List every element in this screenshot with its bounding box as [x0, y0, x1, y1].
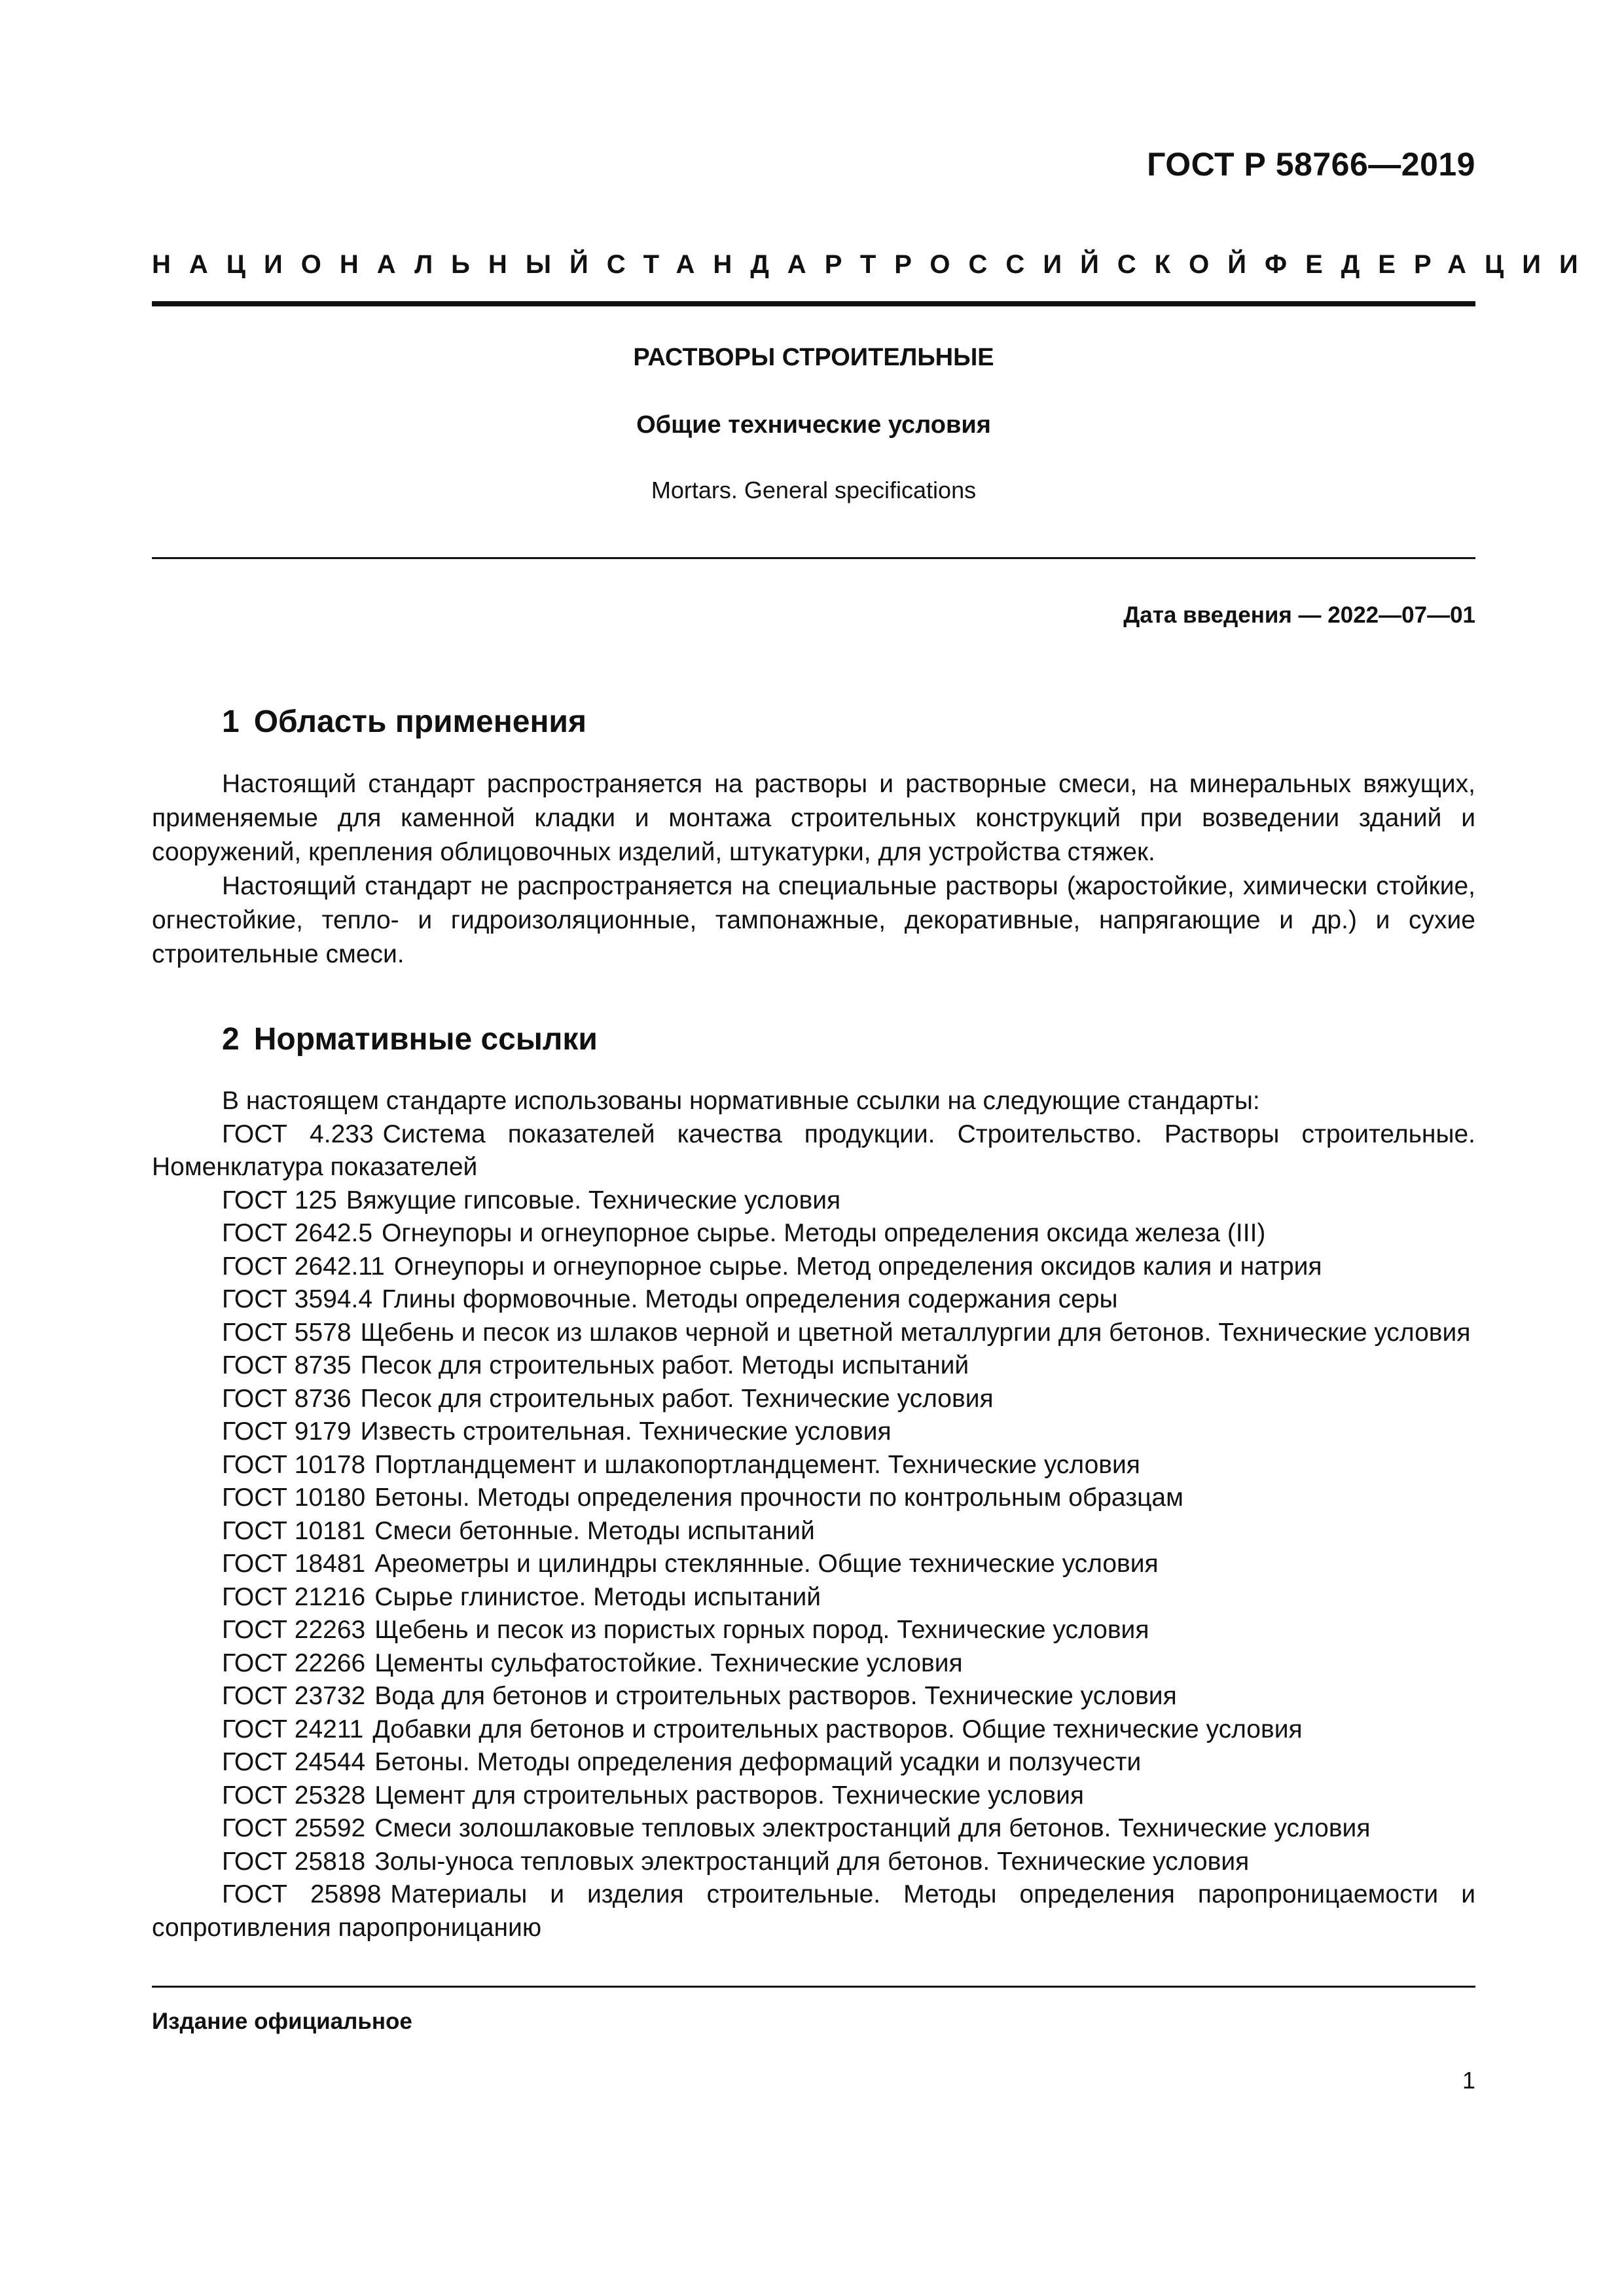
reference-code: ГОСТ 10178: [222, 1450, 366, 1479]
reference-code: ГОСТ 24544: [222, 1748, 366, 1776]
reference-code: ГОСТ 2642.5: [222, 1219, 373, 1247]
reference-title: Бетоны. Методы определения деформаций усадки и ползучести: [374, 1748, 1142, 1776]
references-lead: В настоящем стандарте использованы нормативные ссылки на следующие стандарты:: [222, 1087, 1260, 1115]
reference-code: ГОСТ 10181: [222, 1516, 366, 1545]
reference-title: Цемент для строительных растворов. Технические условия: [374, 1781, 1085, 1810]
reference-title: Огнеупоры и огнеупорное сырье. Методы определения оксида железа (III): [382, 1219, 1266, 1247]
reference-title: Вяжущие гипсовые. Технические условия: [346, 1186, 841, 1214]
page-number: 1: [1462, 2067, 1475, 2094]
reference-item: [152, 1548, 1475, 1581]
document-subtitle: Общие технические условия: [636, 411, 991, 439]
reference-title: Глины формовочные. Методы определения содержания серы: [382, 1285, 1118, 1313]
introduction-date: Дата введения — 2022—07—01: [1123, 602, 1475, 628]
reference-item: [152, 1515, 1475, 1548]
reference-item: [152, 1383, 1475, 1416]
reference-item: [152, 1812, 1475, 1846]
header-divider: [152, 301, 1475, 306]
reference-item: [152, 1647, 1475, 1681]
banner-word: ФЕДЕРАЦИИ: [1264, 250, 1597, 279]
reference-item: [152, 1317, 1475, 1350]
banner-word: СТАНДАРТ: [606, 250, 895, 279]
footer-divider: [152, 1986, 1475, 1988]
document-code: ГОСТ Р 58766—2019: [1147, 146, 1475, 183]
reference-item: [152, 1449, 1475, 1482]
reference-title: Щебень и песок из пористых горных пород. Технические условия: [374, 1616, 1149, 1644]
reference-item: [152, 1184, 1475, 1218]
reference-item: [152, 1581, 1475, 1614]
title-divider: [152, 557, 1475, 559]
reference-code: ГОСТ 9179: [222, 1417, 352, 1446]
reference-title: Портландцемент и шлакопортландцемент. Технические условия: [374, 1450, 1140, 1479]
reference-title: Добавки для бетонов и строительных растворов. Общие технические условия: [372, 1715, 1303, 1743]
reference-code: ГОСТ 25898: [222, 1880, 382, 1908]
reference-item: [152, 1250, 1475, 1284]
reference-title: Материалы и изделия строительные. Методы определения паропроницаемости и сопротивления паропроницанию: [152, 1880, 1475, 1942]
section-2-heading: [222, 1021, 598, 1057]
reference-code: ГОСТ 25328: [222, 1781, 366, 1810]
document-title: РАСТВОРЫ СТРОИТЕЛЬНЫЕ: [633, 344, 994, 371]
reference-code: ГОСТ 18481: [222, 1550, 366, 1578]
reference-item: [152, 1482, 1475, 1515]
reference-items: [152, 1118, 1475, 1945]
section-1-body: [152, 767, 1475, 972]
paragraph: Настоящий стандарт распространяется на растворы и растворные смеси, на минеральных вяжущих, применяемые для каменной кладки и монтажа строительных конструкций при возведении зданий и сооружений, крепления облицовочных изделий, штукатурки, для устройства стяжек.: [152, 770, 1475, 866]
reference-title: Известь строительная. Технические условия: [360, 1417, 892, 1446]
banner-word: НАЦИОНАЛЬНЫЙ: [152, 250, 607, 279]
national-standard-banner: [152, 250, 1597, 280]
reference-item: [152, 1878, 1475, 1944]
reference-code: ГОСТ 125: [222, 1186, 337, 1214]
reference-code: ГОСТ 2642.11: [222, 1252, 385, 1281]
reference-item: [152, 1680, 1475, 1713]
reference-code: ГОСТ 8735: [222, 1351, 352, 1379]
reference-title: Сырье глинистое. Методы испытаний: [374, 1582, 821, 1611]
english-title: Mortars. General specifications: [651, 477, 977, 503]
reference-item: [152, 1713, 1475, 1747]
reference-code: ГОСТ 23732: [222, 1682, 366, 1710]
reference-code: ГОСТ 22263: [222, 1616, 366, 1644]
reference-item: [152, 1614, 1475, 1647]
reference-item: [152, 1779, 1475, 1813]
section-number: 2: [222, 1022, 240, 1057]
reference-code: ГОСТ 10180: [222, 1484, 366, 1512]
section-title: Нормативные ссылки: [253, 1022, 598, 1057]
reference-code: ГОСТ 25818: [222, 1847, 366, 1876]
reference-title: Бетоны. Методы определения прочности по контрольным образцам: [374, 1484, 1183, 1512]
reference-code: ГОСТ 5578: [222, 1318, 352, 1347]
reference-title: Цементы сульфатостойкие. Технические условия: [374, 1649, 963, 1677]
reference-title: Золы-уноса тепловых электростанций для бетонов. Технические условия: [374, 1847, 1250, 1876]
normative-references-list: [152, 1085, 1475, 1944]
reference-code: ГОСТ 25592: [222, 1814, 366, 1842]
reference-title: Смеси золошлаковые тепловых электростанций для бетонов. Технические условия: [374, 1814, 1371, 1842]
reference-item: [152, 1217, 1475, 1250]
reference-title: Вода для бетонов и строительных растворов. Технические условия: [374, 1682, 1177, 1710]
banner-word: РОССИЙСКОЙ: [894, 250, 1265, 279]
section-number: 1: [222, 704, 240, 739]
paragraph: Настоящий стандарт не распространяется на специальные растворы (жаростойкие, химически стойкие, огнестойкие, тепло- и гидроизоляционные, тампонажные, декоративные, напрягающие и др.) и сухие строительные смеси.: [152, 872, 1475, 968]
section-1-heading: [222, 704, 586, 740]
reference-item: [152, 1415, 1475, 1449]
reference-title: Песок для строительных работ. Технические условия: [360, 1384, 994, 1413]
reference-code: ГОСТ 22266: [222, 1649, 366, 1677]
reference-item: [152, 1118, 1475, 1184]
official-edition-label: Издание официальное: [152, 2009, 412, 2034]
reference-code: ГОСТ 4.233: [222, 1120, 374, 1148]
reference-title: Ареометры и цилиндры стеклянные. Общие технические условия: [374, 1550, 1159, 1578]
reference-title: Система показателей качества продукции. Строительство. Растворы строительные. Номенклатура показателей: [152, 1120, 1475, 1181]
reference-code: ГОСТ 8736: [222, 1384, 352, 1413]
reference-item: [152, 1349, 1475, 1383]
reference-item: [152, 1746, 1475, 1779]
reference-title: Щебень и песок из шлаков черной и цветной металлургии для бетонов. Технические условия: [360, 1318, 1471, 1347]
section-title: Область применения: [253, 704, 586, 739]
reference-code: ГОСТ 24211: [222, 1715, 364, 1743]
reference-code: ГОСТ 21216: [222, 1582, 366, 1611]
reference-code: ГОСТ 3594.4: [222, 1285, 373, 1313]
reference-item: [152, 1283, 1475, 1317]
reference-title: Смеси бетонные. Методы испытаний: [374, 1516, 815, 1545]
reference-item: [152, 1846, 1475, 1879]
reference-title: Огнеупоры и огнеупорное сырье. Метод определения оксидов калия и натрия: [393, 1252, 1322, 1281]
reference-title: Песок для строительных работ. Методы испытаний: [360, 1351, 969, 1379]
